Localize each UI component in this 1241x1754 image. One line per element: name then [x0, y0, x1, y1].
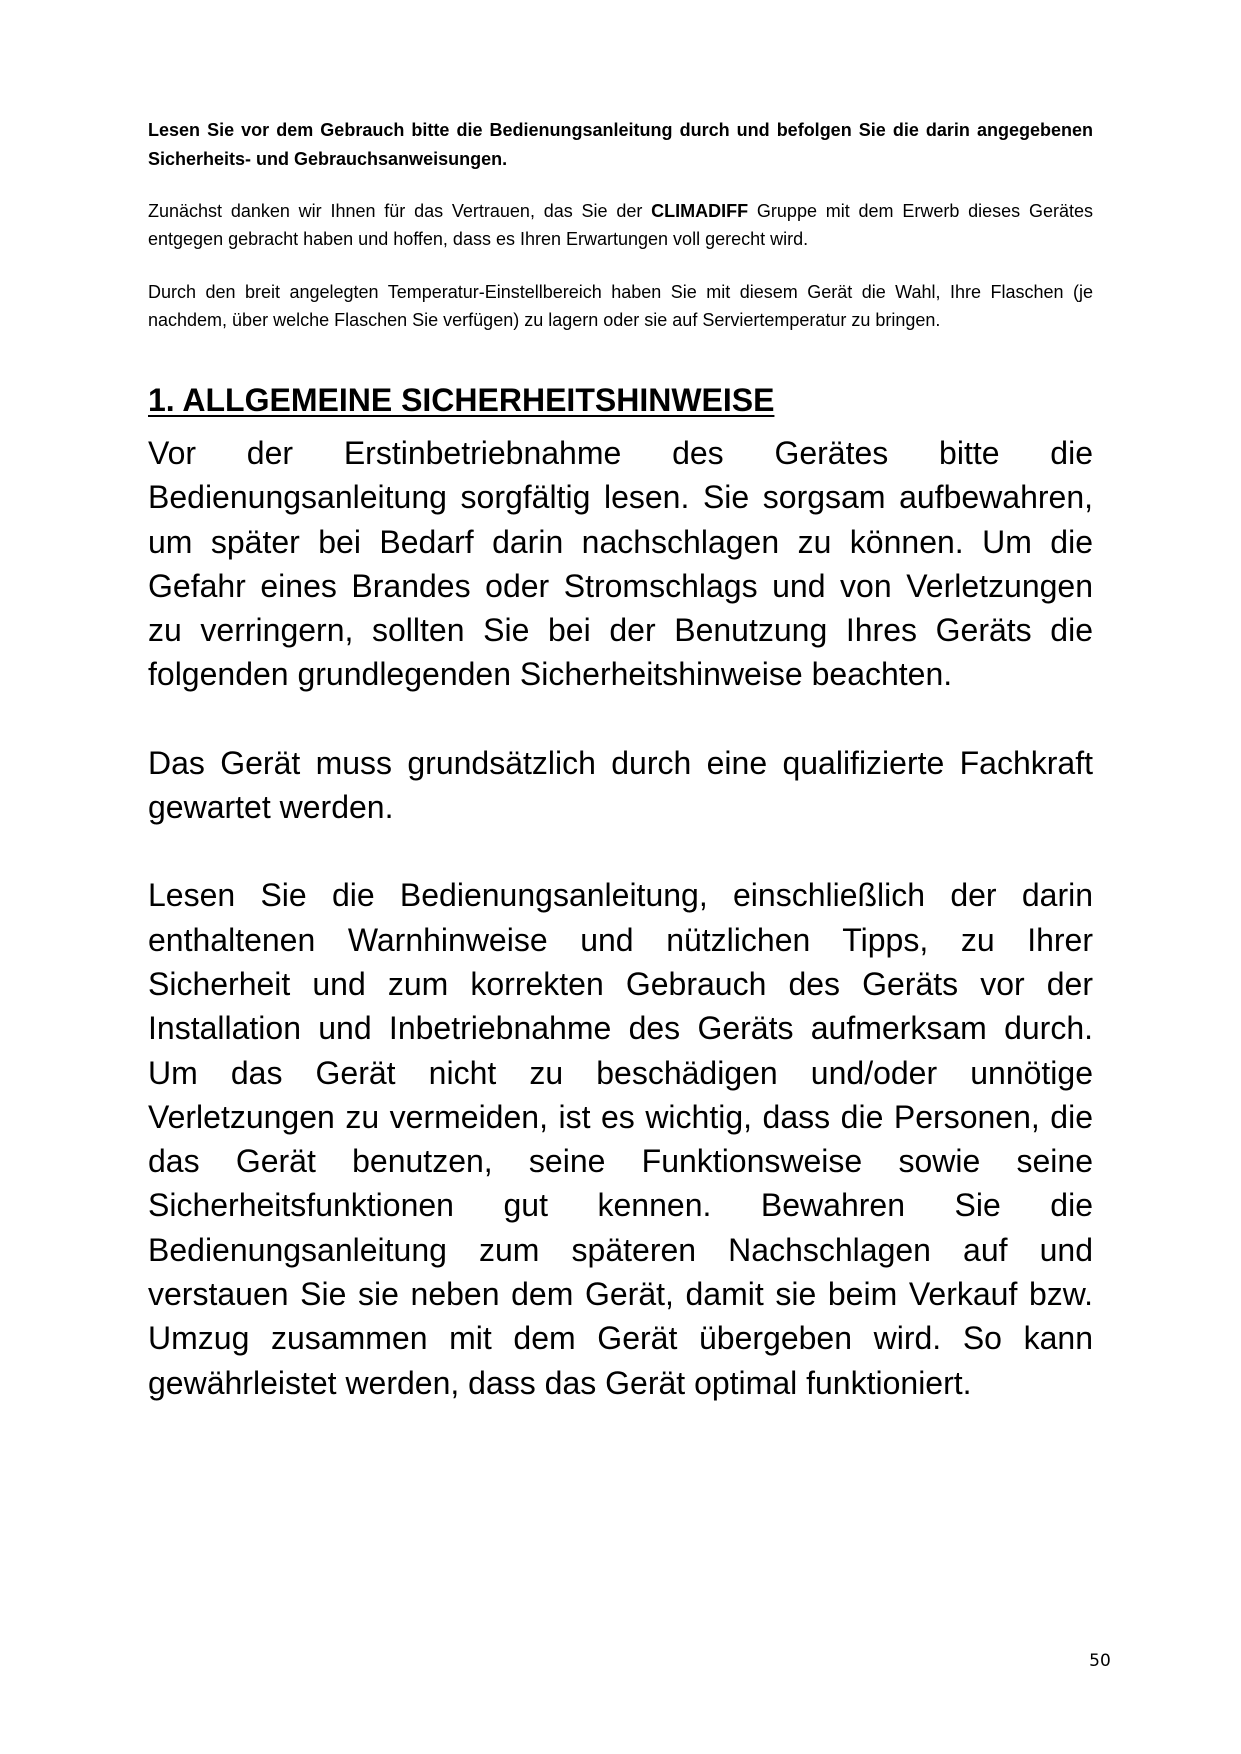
safety-paragraph-3: Lesen Sie die Bedienungsanleitung, einschließlich der darin enthaltenen Warnhinweise und nützlichen Tipps, zu Ihrer Sicherheit und zum korrekten Gebrauch des Geräts vor der Installation und Inbetriebnahme des Geräts aufmerksam durch. Um das Gerät nicht zu beschädigen und/oder unnötige Verletzungen zu vermeiden, ist es wichtig, dass die Personen, die das Gerät benutzen, seine Funktionsweise sowie seine Sicherheitsfunktionen gut kennen. Bewahren Sie die Bedienungsanleitung zum späteren Nachschlagen auf und verstauen Sie sie neben dem Gerät, damit sie beim Verkauf bzw. Umzug zusammen mit dem Gerät übergeben wird. So kann gewährleistet werden, dass das Gerät optimal funktioniert. [148, 877, 1093, 1401]
intro-thanks [148, 198, 1093, 253]
manual-page [148, 116, 1093, 1405]
safety-paragraph-1: Vor der Erstinbetriebnahme des Gerätes bitte die Bedienungsanleitung sorgfältig lesen. Sie sorgsam aufbewahren, um später bei Bedarf darin nachschlagen zu können. Um die Gefahr eines Brandes oder Stromschlags und von Verletzungen zu verringern, sollten Sie bei der Benutzung Ihres Geräts die folgenden grundlegenden Sicherheitshinweise beachten. [148, 435, 1093, 693]
intro-thanks-before: Zunächst danken wir Ihnen für das Vertrauen, das Sie der [148, 201, 652, 221]
section-heading: 1. ALLGEMEINE SICHERHEITSHINWEISE [148, 382, 775, 418]
brand-name: CLIMADIFF [651, 201, 749, 221]
page-number: 50 [1089, 1651, 1111, 1671]
intro-warning: Lesen Sie vor dem Gebrauch bitte die Bedienungsanleitung durch und befolgen Sie die darin angegebenen Sicherheits- und Gebrauchsanweisungen. [148, 120, 1093, 169]
intro-thanks-after: Gruppe mit dem Erwerb dieses Gerätes entgegen gebracht haben und hoffen, dass es Ihren Erwartungen voll gerecht wird. [148, 201, 1093, 249]
intro-temperature: Durch den breit angelegten Temperatur-Einstellbereich haben Sie mit diesem Gerät die Wahl, Ihre Flaschen (je nachdem, über welche Flaschen Sie verfügen) zu lagern oder sie auf Serviertemperatur zu bringen. [148, 282, 1093, 330]
safety-paragraph-2: Das Gerät muss grundsätzlich durch eine qualifizierte Fachkraft gewartet werden. [148, 744, 1093, 826]
